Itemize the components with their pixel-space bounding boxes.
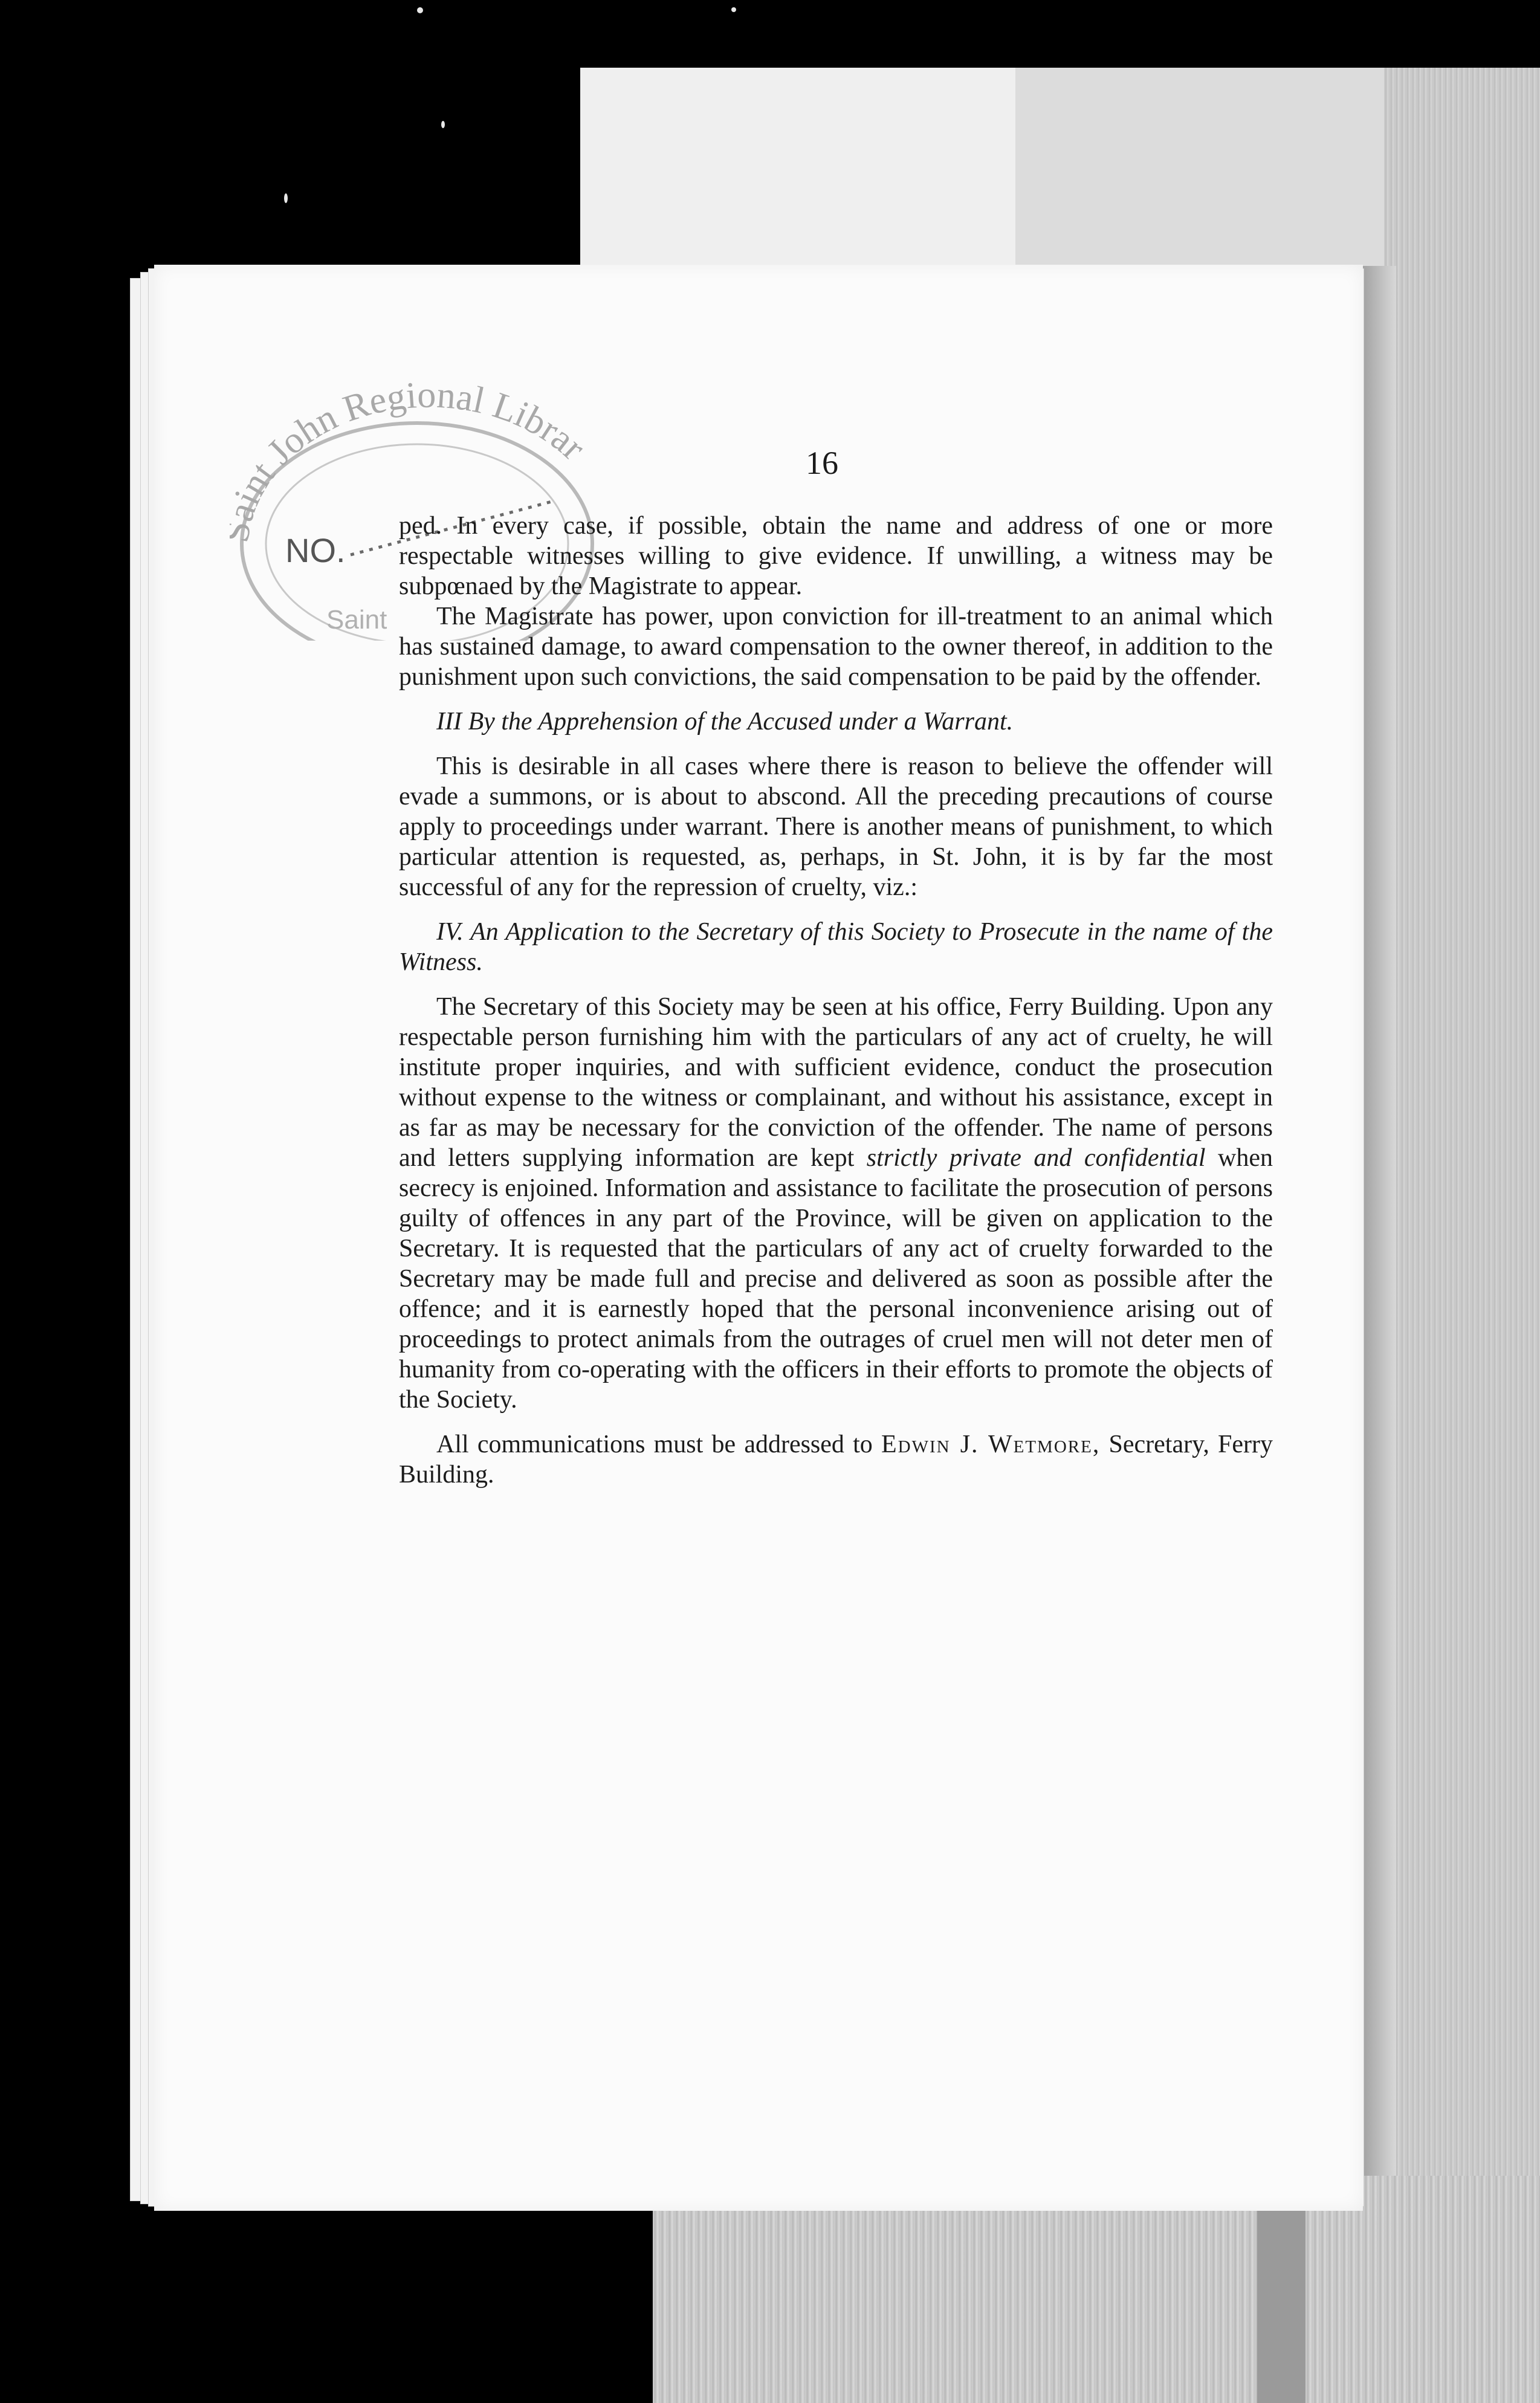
stamp-library-name: int John Regional Librar [230,374,594,511]
paragraph-warrant: This is desirable in all cases where there is reason to believe the offender will evade a summons, or is about to abscond. All the preceding precautions of course apply to proceedings under warrant. There is another means of punishment, to which particular attention is requested, as, perhaps, in St. John, it is by far the most successful of any for the repression of cruelty, viz.: [399,752,1273,901]
section-heading-application: IV. An Application to the Secretary of this Society to Prosecute in the name of the Witness. [399,918,1273,976]
paragraph-secretary-part2: when secrecy is enjoined. Information and assistance to facilitate the prosecution of persons guilty of offences in any part of the Province, will be given on application to the Secretary. It is requested that the particulars of any act of cruelty forwarded to the Secretary may be made full and precise and delivered as soon as possible after the offence; and it is earnestly hoped that the personal inconvenience arising out of proceedings to protect animals from the outrages of cruel men will not deter men of humanity from co-operating with the officers in their efforts to promote the objects of the Society. [399,1144,1273,1414]
cloth-binding-right [1384,68,1540,2243]
dust-speck [441,121,445,128]
paragraph-communications [399,1429,1273,1490]
paragraph-secretary-part1: The Secretary of this Society may be seen at his office, Ferry Building. Upon any respectable person furnishing him with the particulars of any act of cruelty, he will institute proper inquiries, and with sufficient evidence, conduct the prosecution without expense to the witness or complainant, and without his assistance, except in as far as may be necessary for the conviction of the offender. The name of persons and letters supplying information are kept [399,993,1273,1172]
stamp-number-label: NO. [285,531,346,569]
page-number: 16 [806,445,838,481]
secretary-address: Secretary, Ferry Building. [399,1431,1273,1489]
dust-speck [284,193,288,203]
body-text [399,511,1273,1490]
section-heading-warrant: III By the Apprehension of the Accused under a Warrant. [436,708,1014,736]
dust-speck [731,7,736,12]
backing-board-white [580,68,1015,273]
paragraph-continuation: ped. In every case, if possible, obtain the name and address of one or more respectable witnesses willing to give evidence. If unwilling, a witness may be subpœnaed by the Magistrate to appear. [399,512,1273,600]
stamp-side-text: Saint [326,605,387,635]
paragraph-secretary [399,992,1273,1415]
paragraph-compensation: The Magistrate has power, upon conviction for ill-treatment to an animal which has sustained damage, to award compensation to the owner thereof, in addition to the punishment upon such convictions, the said compensation to be paid by the offender. [399,603,1273,691]
emphasis-private: strictly private and confidential [866,1144,1206,1172]
secretary-name: Edwin J. Wetmore, [881,1431,1101,1458]
communications-text: All communications must be addressed to [436,1431,873,1458]
dust-speck [417,7,423,13]
